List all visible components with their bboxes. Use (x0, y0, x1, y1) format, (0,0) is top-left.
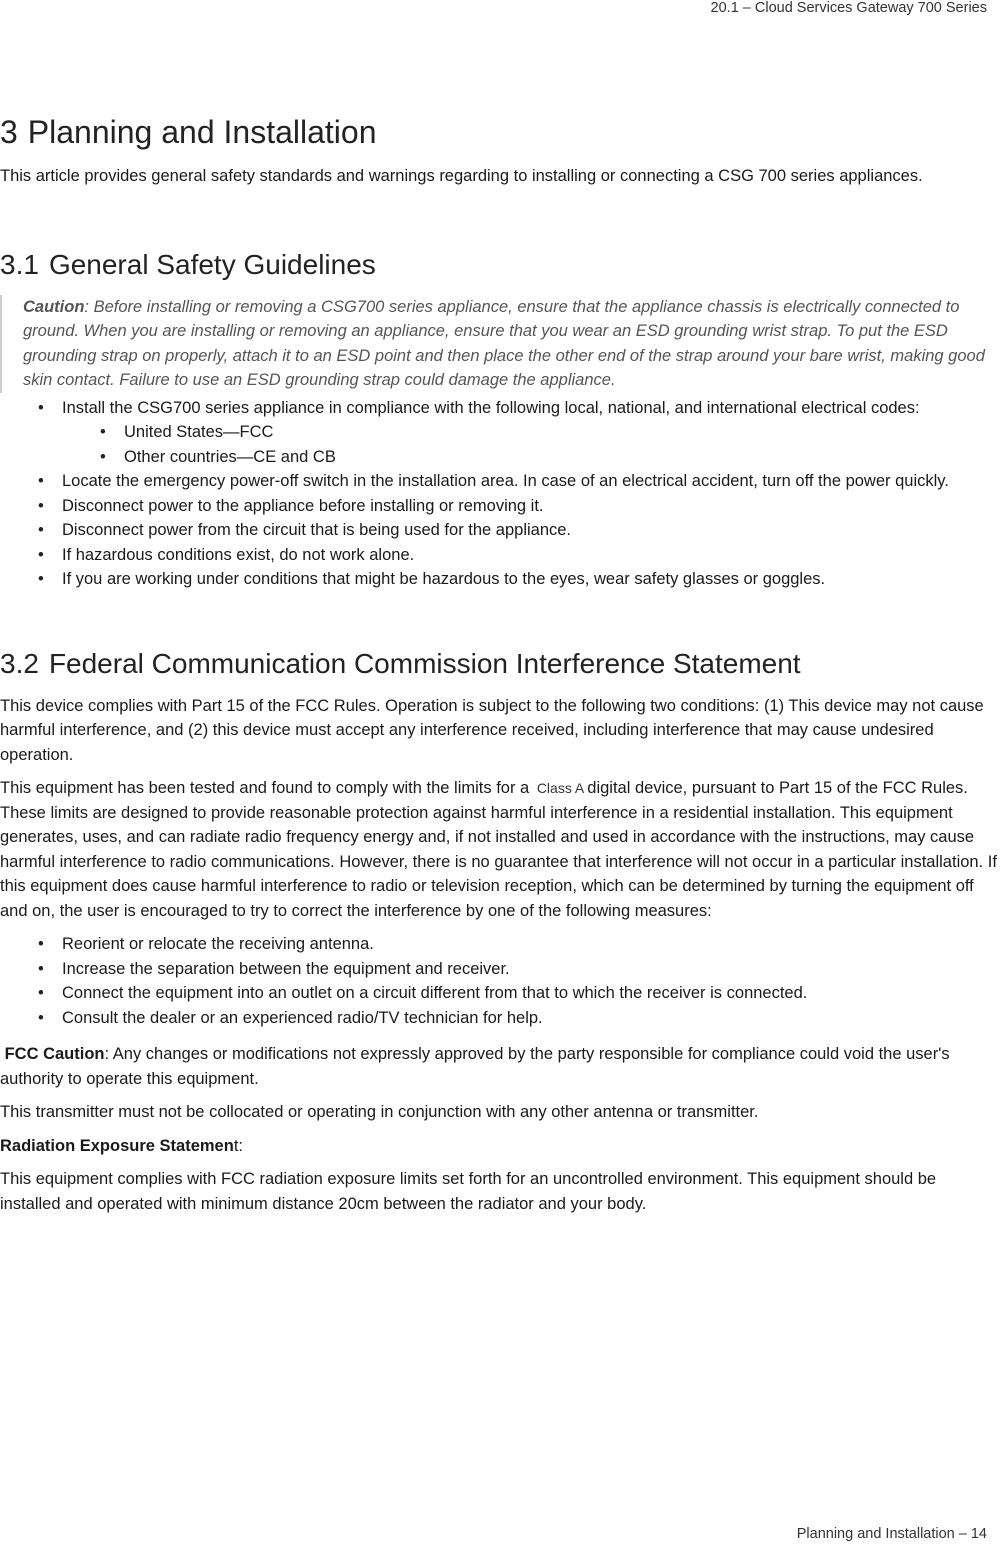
radiation-paragraph: This equipment complies with FCC radiation exposure limits set forth for an uncontrolled environment. This equipment should be installed and operated with minimum distance 20cm between the radiator and your body. (0, 1170, 937, 1213)
page-footer: Planning and Installation – 14 (796, 1526, 987, 1542)
list-item: • Other countries—CE and CB (62, 445, 1000, 470)
list-item: • United States—FCC (62, 420, 1000, 445)
list-item: • Disconnect power from the circuit that is being used for the appliance. (0, 518, 1000, 543)
section-heading-planning (0, 112, 1000, 152)
fcc-caution-paragraph (0, 1042, 1000, 1091)
list-item: • Reorient or relocate the receiving antenna. (0, 932, 1000, 957)
section-title: Federal Communication Commission Interference Statement (48, 647, 801, 679)
section-title: Planning and Installation (27, 114, 377, 150)
radiation-label: Radiation Exposure Statemen (0, 1136, 234, 1155)
intro-paragraph: This article provides general safety standards and warnings regarding to installing or connecting a CSG 700 series appliances. (0, 167, 923, 185)
radiation-label-tail: t: (233, 1136, 243, 1155)
radiation-heading (0, 1134, 1000, 1159)
interference-measures-list (0, 932, 1000, 1030)
list-item: • If hazardous conditions exist, do not work alone. (0, 543, 1000, 568)
fcc-compliance-paragraph: This device complies with Part 15 of the FCC Rules. Operation is subject to the following two conditions: (1) This device may not cause harmful interference, and (2) this device must accept any interference received, including interference that may cause undesired operation. (0, 696, 984, 764)
safety-list (0, 396, 1000, 592)
page-header: 20.1 – Cloud Services Gateway 700 Series (710, 0, 987, 16)
fcc-caution-label: FCC Caution (4, 1045, 105, 1063)
list-item: • Increase the separation between the equipment and receiver. (0, 957, 1000, 982)
section-heading-fcc (0, 646, 1000, 682)
fcc-limits-paragraph (0, 776, 1000, 923)
document-body (0, 112, 1000, 1225)
list-item: • If you are working under conditions that might be hazardous to the eyes, wear safety glasses or goggles. (0, 567, 1000, 592)
section-number: 3.2 (0, 647, 39, 679)
fcc-caution-text: : Any changes or modifications not expressly approved by the party responsible for compliance could void the user's authority to operate this equipment. (0, 1045, 950, 1088)
section-title: General Safety Guidelines (48, 248, 376, 280)
list-item: • Connect the equipment into an outlet on a circuit different from that to which the receiver is connected. (0, 981, 1000, 1006)
list-item-text: Install the CSG700 series appliance in compliance with the following local, national, and international electrical codes: (62, 398, 920, 417)
section-number: 3.1 (0, 248, 39, 280)
caution-text: : Before installing or removing a CSG700 series appliance, ensure that the appliance chassis is electrically connected to ground. When you are installing or removing an appliance, ensure that you wear an ESD grounding wrist strap. To put the ESD grounding strap on properly, attach it to an ESD point and then place the other end of the strap around your bare wrist, making good skin contact. Failure to use an ESD grounding strap could damage the appliance. (23, 297, 985, 389)
list-item (0, 396, 1000, 470)
device-class: Class A (536, 780, 585, 796)
limits-text-after: digital device, pursuant to Part 15 of the FCC Rules. These limits are designed to provide reasonable protection against harmful interference in a residential installation. This equipment generates, uses, and can radiate radio frequency energy and, if not installed and used in accordance with the instructions, may cause harmful interference to radio communications. However, there is no guarantee that interference will not occur in a particular installation. If this equipment does cause harmful interference to radio or television reception, which can be determined by turning the equipment off and on, the user is encouraged to try to correct the interference by one of the following measures: (0, 779, 997, 920)
limits-text-before: This equipment has been tested and found to comply with the limits for a (0, 779, 530, 797)
collocation-paragraph: This transmitter must not be collocated or operating in conjunction with any other antenna or transmitter. (0, 1103, 759, 1121)
section-number: 3 (0, 114, 18, 150)
electrical-codes-list (62, 420, 1000, 469)
list-item: • Disconnect power to the appliance before installing or removing it. (0, 494, 1000, 519)
caution-callout (0, 295, 1000, 393)
list-item: • Consult the dealer or an experienced radio/TV technician for help. (0, 1006, 1000, 1031)
caution-label: Caution (23, 297, 85, 316)
section-heading-safety (0, 247, 1000, 283)
list-item: • Locate the emergency power-off switch in the installation area. In case of an electrical accident, turn off the power quickly. (0, 469, 1000, 494)
